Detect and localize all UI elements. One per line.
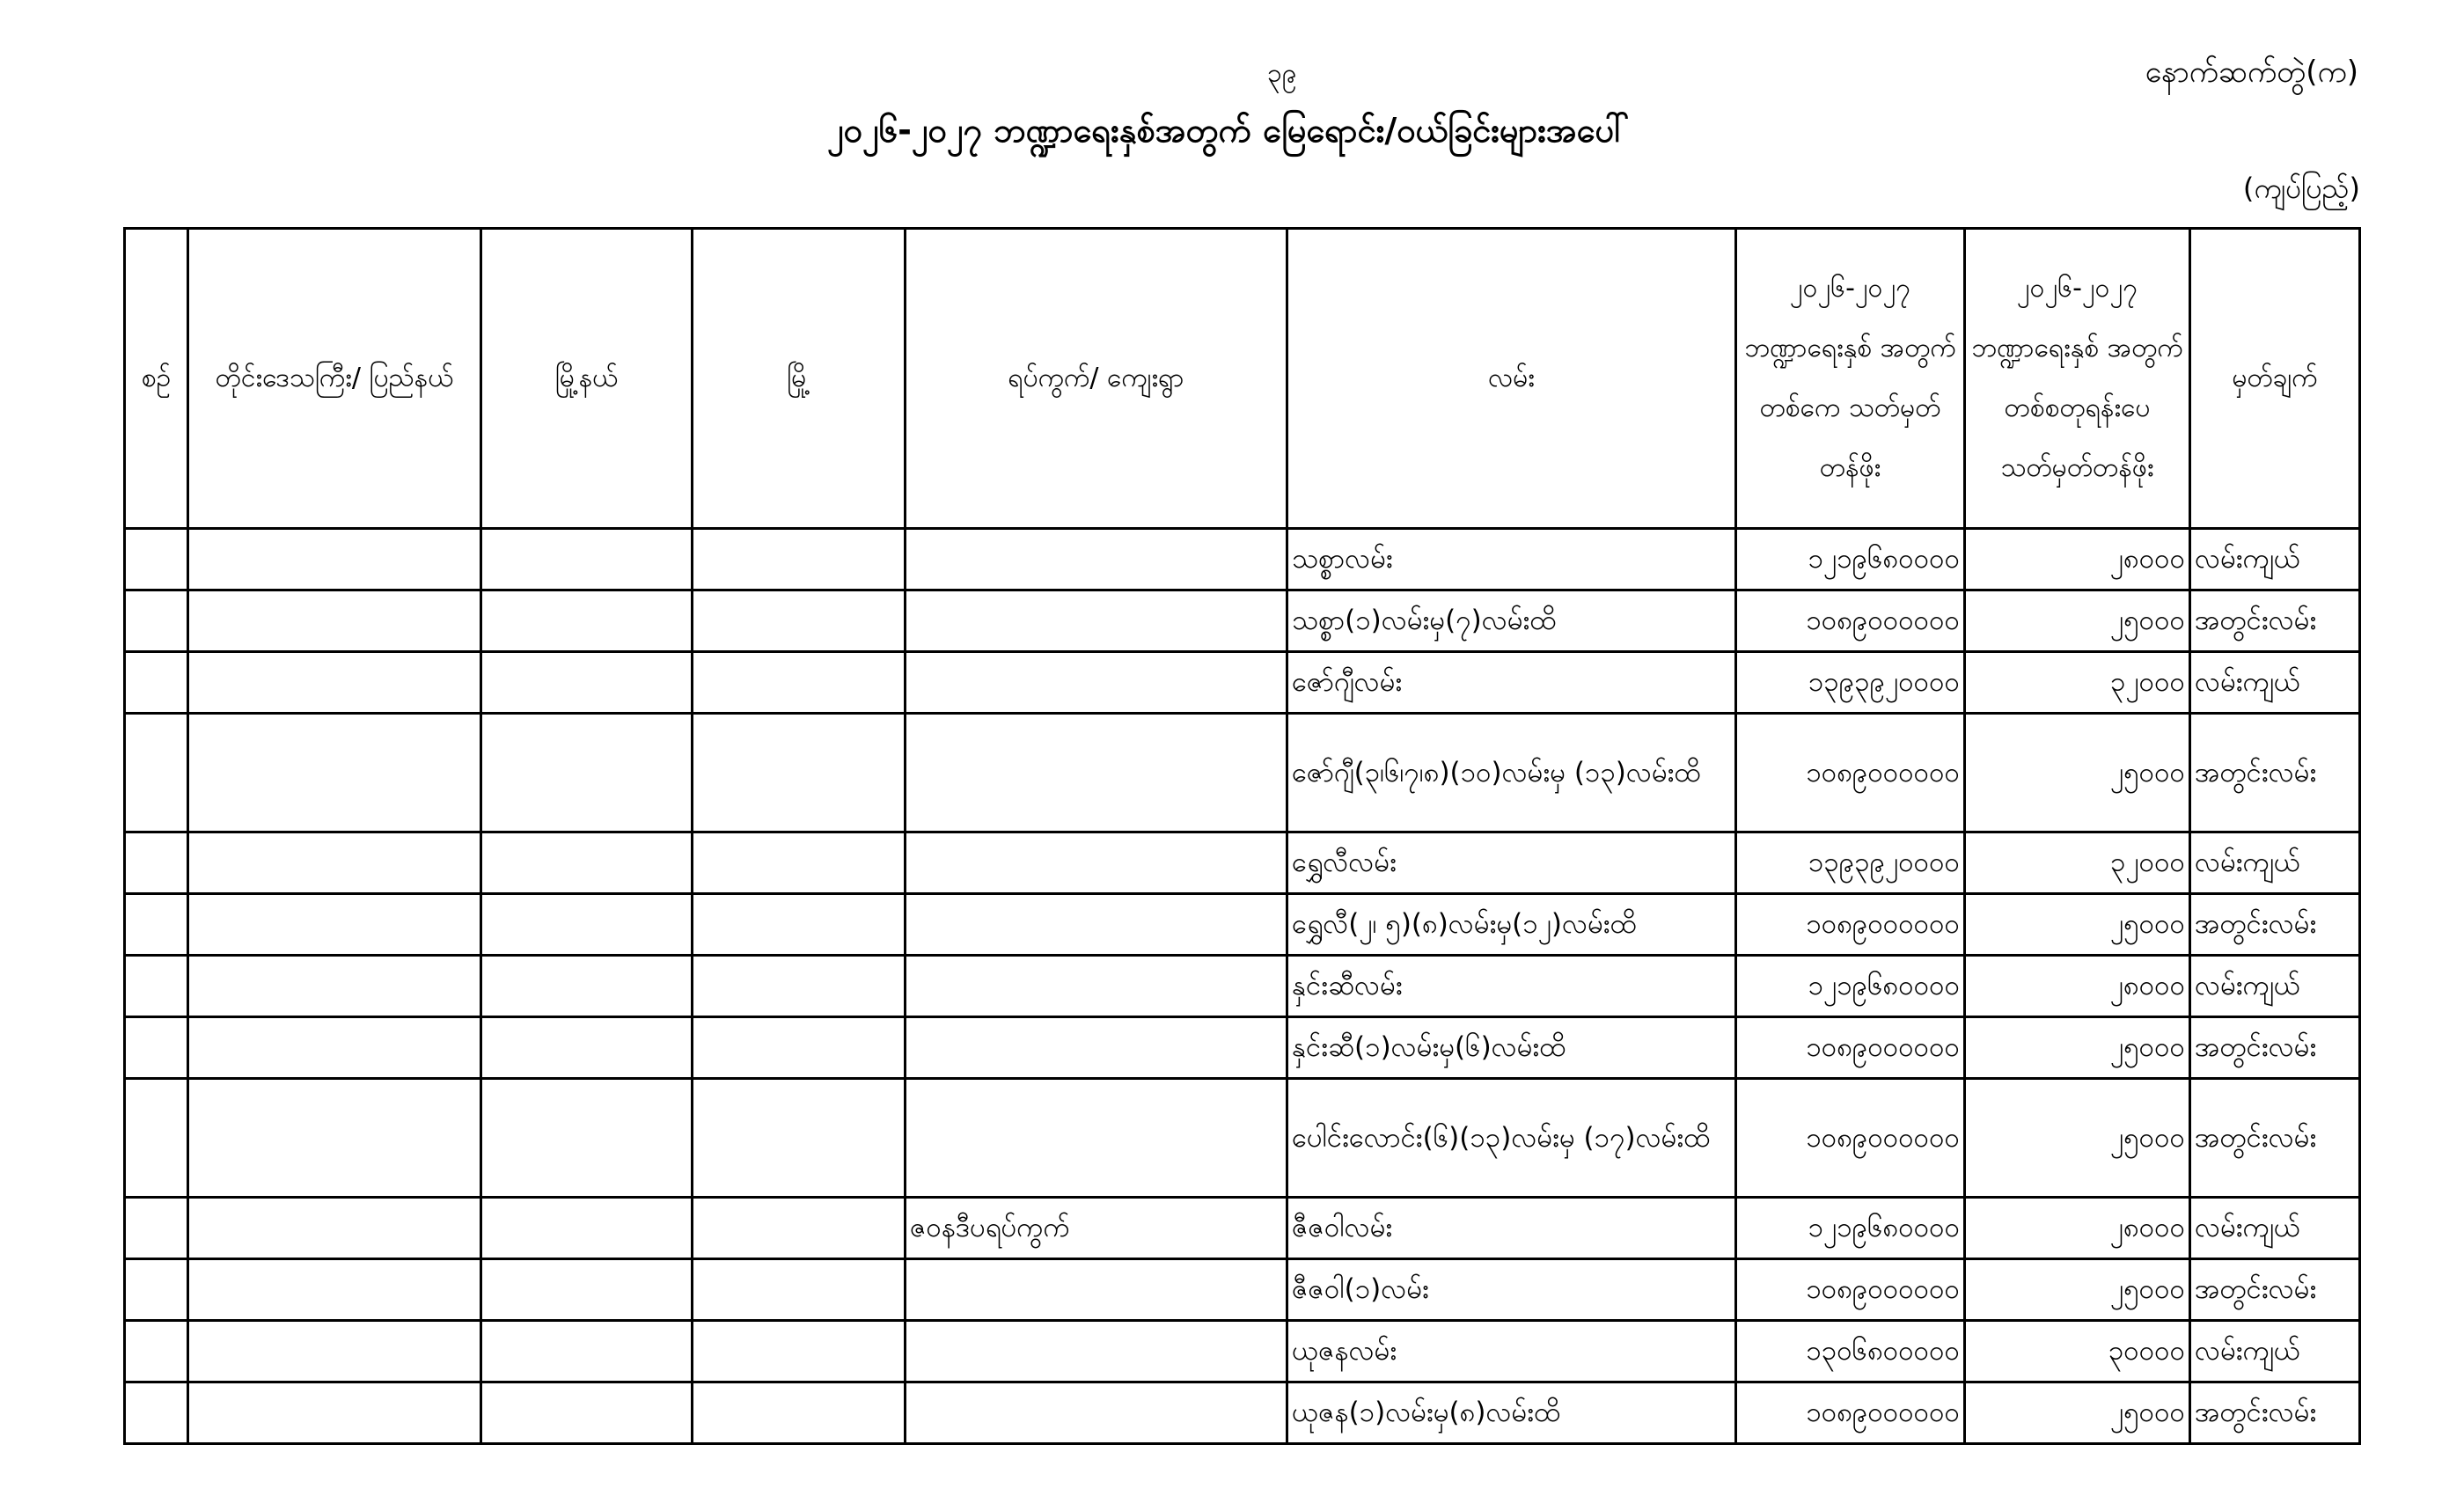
cell-district — [481, 1198, 693, 1259]
cell-town — [693, 714, 906, 832]
cell-serial — [125, 714, 188, 832]
cell-district — [481, 956, 693, 1017]
table-row — [125, 1198, 2360, 1259]
cell-town — [693, 652, 906, 714]
cell-ward — [906, 1017, 1287, 1079]
cell-remark: လမ်းကျယ် — [2190, 956, 2360, 1017]
cell-road: ရွှေလီ(၂၊ ၅)(၈)လမ်းမှ(၁၂)လမ်းထိ — [1287, 894, 1736, 956]
cell-region — [188, 956, 481, 1017]
table-row — [125, 1259, 2360, 1321]
cell-remark: အတွင်းလမ်း — [2190, 1079, 2360, 1198]
cell-town — [693, 1198, 906, 1259]
cell-town — [693, 1079, 906, 1198]
cell-town — [693, 1382, 906, 1444]
cell-rate-per-unit: ၁၃၀၆၈၀၀၀၀၀ — [1736, 1321, 1965, 1382]
cell-rate-per-sqft: ၂၅၀၀၀ — [1965, 590, 2190, 652]
cell-road: ရွှေလီလမ်း — [1287, 832, 1736, 894]
cell-serial — [125, 1079, 188, 1198]
unit-label: (ကျပ်ပြည့်) — [2242, 172, 2360, 205]
cell-town — [693, 1259, 906, 1321]
cell-rate-per-unit: ၁၃၉၃၉၂၀၀၀၀ — [1736, 652, 1965, 714]
page-number: ၃၉ — [1267, 58, 1297, 89]
table-row — [125, 832, 2360, 894]
table-row — [125, 894, 2360, 956]
cell-ward — [906, 1259, 1287, 1321]
cell-ward — [906, 652, 1287, 714]
table-row — [125, 529, 2360, 590]
cell-district — [481, 652, 693, 714]
cell-road: သစ္စာလမ်း — [1287, 529, 1736, 590]
cell-rate-per-unit: ၁၀၈၉၀၀၀၀၀၀ — [1736, 1259, 1965, 1321]
cell-road: သစ္စာ(၁)လမ်းမှ(၇)လမ်းထိ — [1287, 590, 1736, 652]
table-row — [125, 1079, 2360, 1198]
cell-ward — [906, 714, 1287, 832]
cell-rate-per-unit: ၁၀၈၉၀၀၀၀၀၀ — [1736, 1079, 1965, 1198]
cell-region — [188, 1079, 481, 1198]
cell-ward: ဇဝနဒီပရပ်ကွက် — [906, 1198, 1287, 1259]
cell-rate-per-sqft: ၂၅၀၀၀ — [1965, 1017, 2190, 1079]
header-ward: ရပ်ကွက်/ ကျေးရွာ — [906, 229, 1287, 529]
cell-rate-per-unit: ၁၀၈၉၀၀၀၀၀၀ — [1736, 590, 1965, 652]
cell-road: ပေါင်းလောင်း(၆)(၁၃)လမ်းမှ (၁၇)လမ်းထိ — [1287, 1079, 1736, 1198]
cell-rate-per-unit: ၁၀၈၉၀၀၀၀၀၀ — [1736, 714, 1965, 832]
cell-region — [188, 1198, 481, 1259]
cell-district — [481, 1259, 693, 1321]
cell-remark: လမ်းကျယ် — [2190, 529, 2360, 590]
cell-ward — [906, 1382, 1287, 1444]
cell-region — [188, 1321, 481, 1382]
cell-remark: လမ်းကျယ် — [2190, 652, 2360, 714]
cell-rate-per-sqft: ၂၈၀၀၀ — [1965, 529, 2190, 590]
cell-serial — [125, 590, 188, 652]
cell-region — [188, 590, 481, 652]
cell-district — [481, 1321, 693, 1382]
header-district: မြို့နယ် — [481, 229, 693, 529]
cell-ward — [906, 1079, 1287, 1198]
cell-road: နှင်းဆီ(၁)လမ်းမှ(၆)လမ်းထိ — [1287, 1017, 1736, 1079]
cell-rate-per-unit: ၁၃၉၃၉၂၀၀၀၀ — [1736, 832, 1965, 894]
cell-serial — [125, 956, 188, 1017]
document-title: ၂၀၂၆-၂၀၂၇ ဘဏ္ဍာရေးနှစ်အတွက် မြေရောင်း/ဝယ်ခြင်းများအပေါ် — [827, 111, 1630, 150]
cell-serial — [125, 529, 188, 590]
land-rate-table — [123, 227, 2361, 1445]
header-region: တိုင်းဒေသကြီး/ ပြည်နယ် — [188, 229, 481, 529]
table-row — [125, 714, 2360, 832]
cell-serial — [125, 652, 188, 714]
cell-town — [693, 1017, 906, 1079]
cell-ward — [906, 590, 1287, 652]
cell-rate-per-sqft: ၃၀၀၀၀ — [1965, 1321, 2190, 1382]
cell-ward — [906, 956, 1287, 1017]
cell-rate-per-sqft: ၃၂၀၀၀ — [1965, 652, 2190, 714]
cell-town — [693, 894, 906, 956]
cell-serial — [125, 1382, 188, 1444]
cell-district — [481, 714, 693, 832]
cell-district — [481, 590, 693, 652]
cell-road: ဇီဇဝါလမ်း — [1287, 1198, 1736, 1259]
cell-serial — [125, 894, 188, 956]
cell-road: ဇီဇဝါ(၁)လမ်း — [1287, 1259, 1736, 1321]
cell-town — [693, 1321, 906, 1382]
table-row — [125, 1321, 2360, 1382]
cell-remark: အတွင်းလမ်း — [2190, 1382, 2360, 1444]
cell-rate-per-sqft: ၃၂၀၀၀ — [1965, 832, 2190, 894]
cell-rate-per-unit: ၁၂၁၉၆၈၀၀၀၀ — [1736, 956, 1965, 1017]
cell-region — [188, 894, 481, 956]
header-rate-per-unit: ၂၀၂၆-၂၀၂၇ ဘဏ္ဍာရေးနှစ် အတွက် တစ်ကေ သတ်မှတ်တန်ဖိုး — [1736, 229, 1965, 529]
cell-rate-per-sqft: ၂၈၀၀၀ — [1965, 1198, 2190, 1259]
cell-town — [693, 590, 906, 652]
cell-serial — [125, 1259, 188, 1321]
cell-road: ဇော်ဂျီလမ်း — [1287, 652, 1736, 714]
cell-district — [481, 894, 693, 956]
cell-road: နှင်းဆီလမ်း — [1287, 956, 1736, 1017]
cell-remark: အတွင်းလမ်း — [2190, 590, 2360, 652]
table-row — [125, 956, 2360, 1017]
cell-serial — [125, 1017, 188, 1079]
cell-ward — [906, 529, 1287, 590]
header-road: လမ်း — [1287, 229, 1736, 529]
header-rate-per-sqft: ၂၀၂၆-၂၀၂၇ ဘဏ္ဍာရေးနှစ် အတွက် တစ်စတုရန်းပေ သတ်မှတ်တန်ဖိုး — [1965, 229, 2190, 529]
cell-town — [693, 832, 906, 894]
cell-remark: လမ်းကျယ် — [2190, 1321, 2360, 1382]
cell-district — [481, 1382, 693, 1444]
table-row — [125, 1017, 2360, 1079]
cell-rate-per-sqft: ၂၅၀၀၀ — [1965, 714, 2190, 832]
cell-remark: အတွင်းလမ်း — [2190, 714, 2360, 832]
cell-serial — [125, 1198, 188, 1259]
cell-region — [188, 1382, 481, 1444]
cell-rate-per-unit: ၁၂၁၉၆၈၀၀၀၀ — [1736, 1198, 1965, 1259]
cell-region — [188, 1017, 481, 1079]
cell-region — [188, 714, 481, 832]
cell-region — [188, 652, 481, 714]
cell-ward — [906, 1321, 1287, 1382]
cell-district — [481, 1017, 693, 1079]
table-row — [125, 652, 2360, 714]
header-remark: မှတ်ချက် — [2190, 229, 2360, 529]
cell-town — [693, 529, 906, 590]
table-row — [125, 590, 2360, 652]
cell-rate-per-sqft: ၂၈၀၀၀ — [1965, 956, 2190, 1017]
header-town: မြို့ — [693, 229, 906, 529]
cell-road: ယုဇနလမ်း — [1287, 1321, 1736, 1382]
cell-town — [693, 956, 906, 1017]
cell-region — [188, 1259, 481, 1321]
cell-ward — [906, 832, 1287, 894]
header-serial: စဉ် — [125, 229, 188, 529]
cell-road: ဇော်ဂျီ(၃၊၆၊၇၊၈)(၁၀)လမ်းမှ (၁၃)လမ်းထိ — [1287, 714, 1736, 832]
cell-district — [481, 1079, 693, 1198]
cell-road: ယုဇန(၁)လမ်းမှ(၈)လမ်းထိ — [1287, 1382, 1736, 1444]
cell-ward — [906, 894, 1287, 956]
cell-remark: အတွင်းလမ်း — [2190, 1017, 2360, 1079]
cell-rate-per-unit: ၁၀၈၉၀၀၀၀၀၀ — [1736, 1382, 1965, 1444]
cell-remark: လမ်းကျယ် — [2190, 832, 2360, 894]
cell-district — [481, 529, 693, 590]
cell-serial — [125, 1321, 188, 1382]
cell-serial — [125, 832, 188, 894]
cell-rate-per-unit: ၁၀၈၉၀၀၀၀၀၀ — [1736, 1017, 1965, 1079]
cell-region — [188, 529, 481, 590]
cell-remark: အတွင်းလမ်း — [2190, 1259, 2360, 1321]
cell-rate-per-sqft: ၂၅၀၀၀ — [1965, 894, 2190, 956]
cell-remark: အတွင်းလမ်း — [2190, 894, 2360, 956]
cell-rate-per-sqft: ၂၅၀၀၀ — [1965, 1259, 2190, 1321]
table-row — [125, 1382, 2360, 1444]
table-body — [125, 529, 2360, 1444]
annex-label: နောက်ဆက်တွဲ(က) — [2145, 55, 2358, 90]
cell-rate-per-sqft: ၂၅၀၀၀ — [1965, 1079, 2190, 1198]
cell-district — [481, 832, 693, 894]
cell-region — [188, 832, 481, 894]
cell-rate-per-unit: ၁၂၁၉၆၈၀၀၀၀ — [1736, 529, 1965, 590]
cell-remark: လမ်းကျယ် — [2190, 1198, 2360, 1259]
table-header-row — [125, 229, 2360, 529]
cell-rate-per-sqft: ၂၅၀၀၀ — [1965, 1382, 2190, 1444]
cell-rate-per-unit: ၁၀၈၉၀၀၀၀၀၀ — [1736, 894, 1965, 956]
